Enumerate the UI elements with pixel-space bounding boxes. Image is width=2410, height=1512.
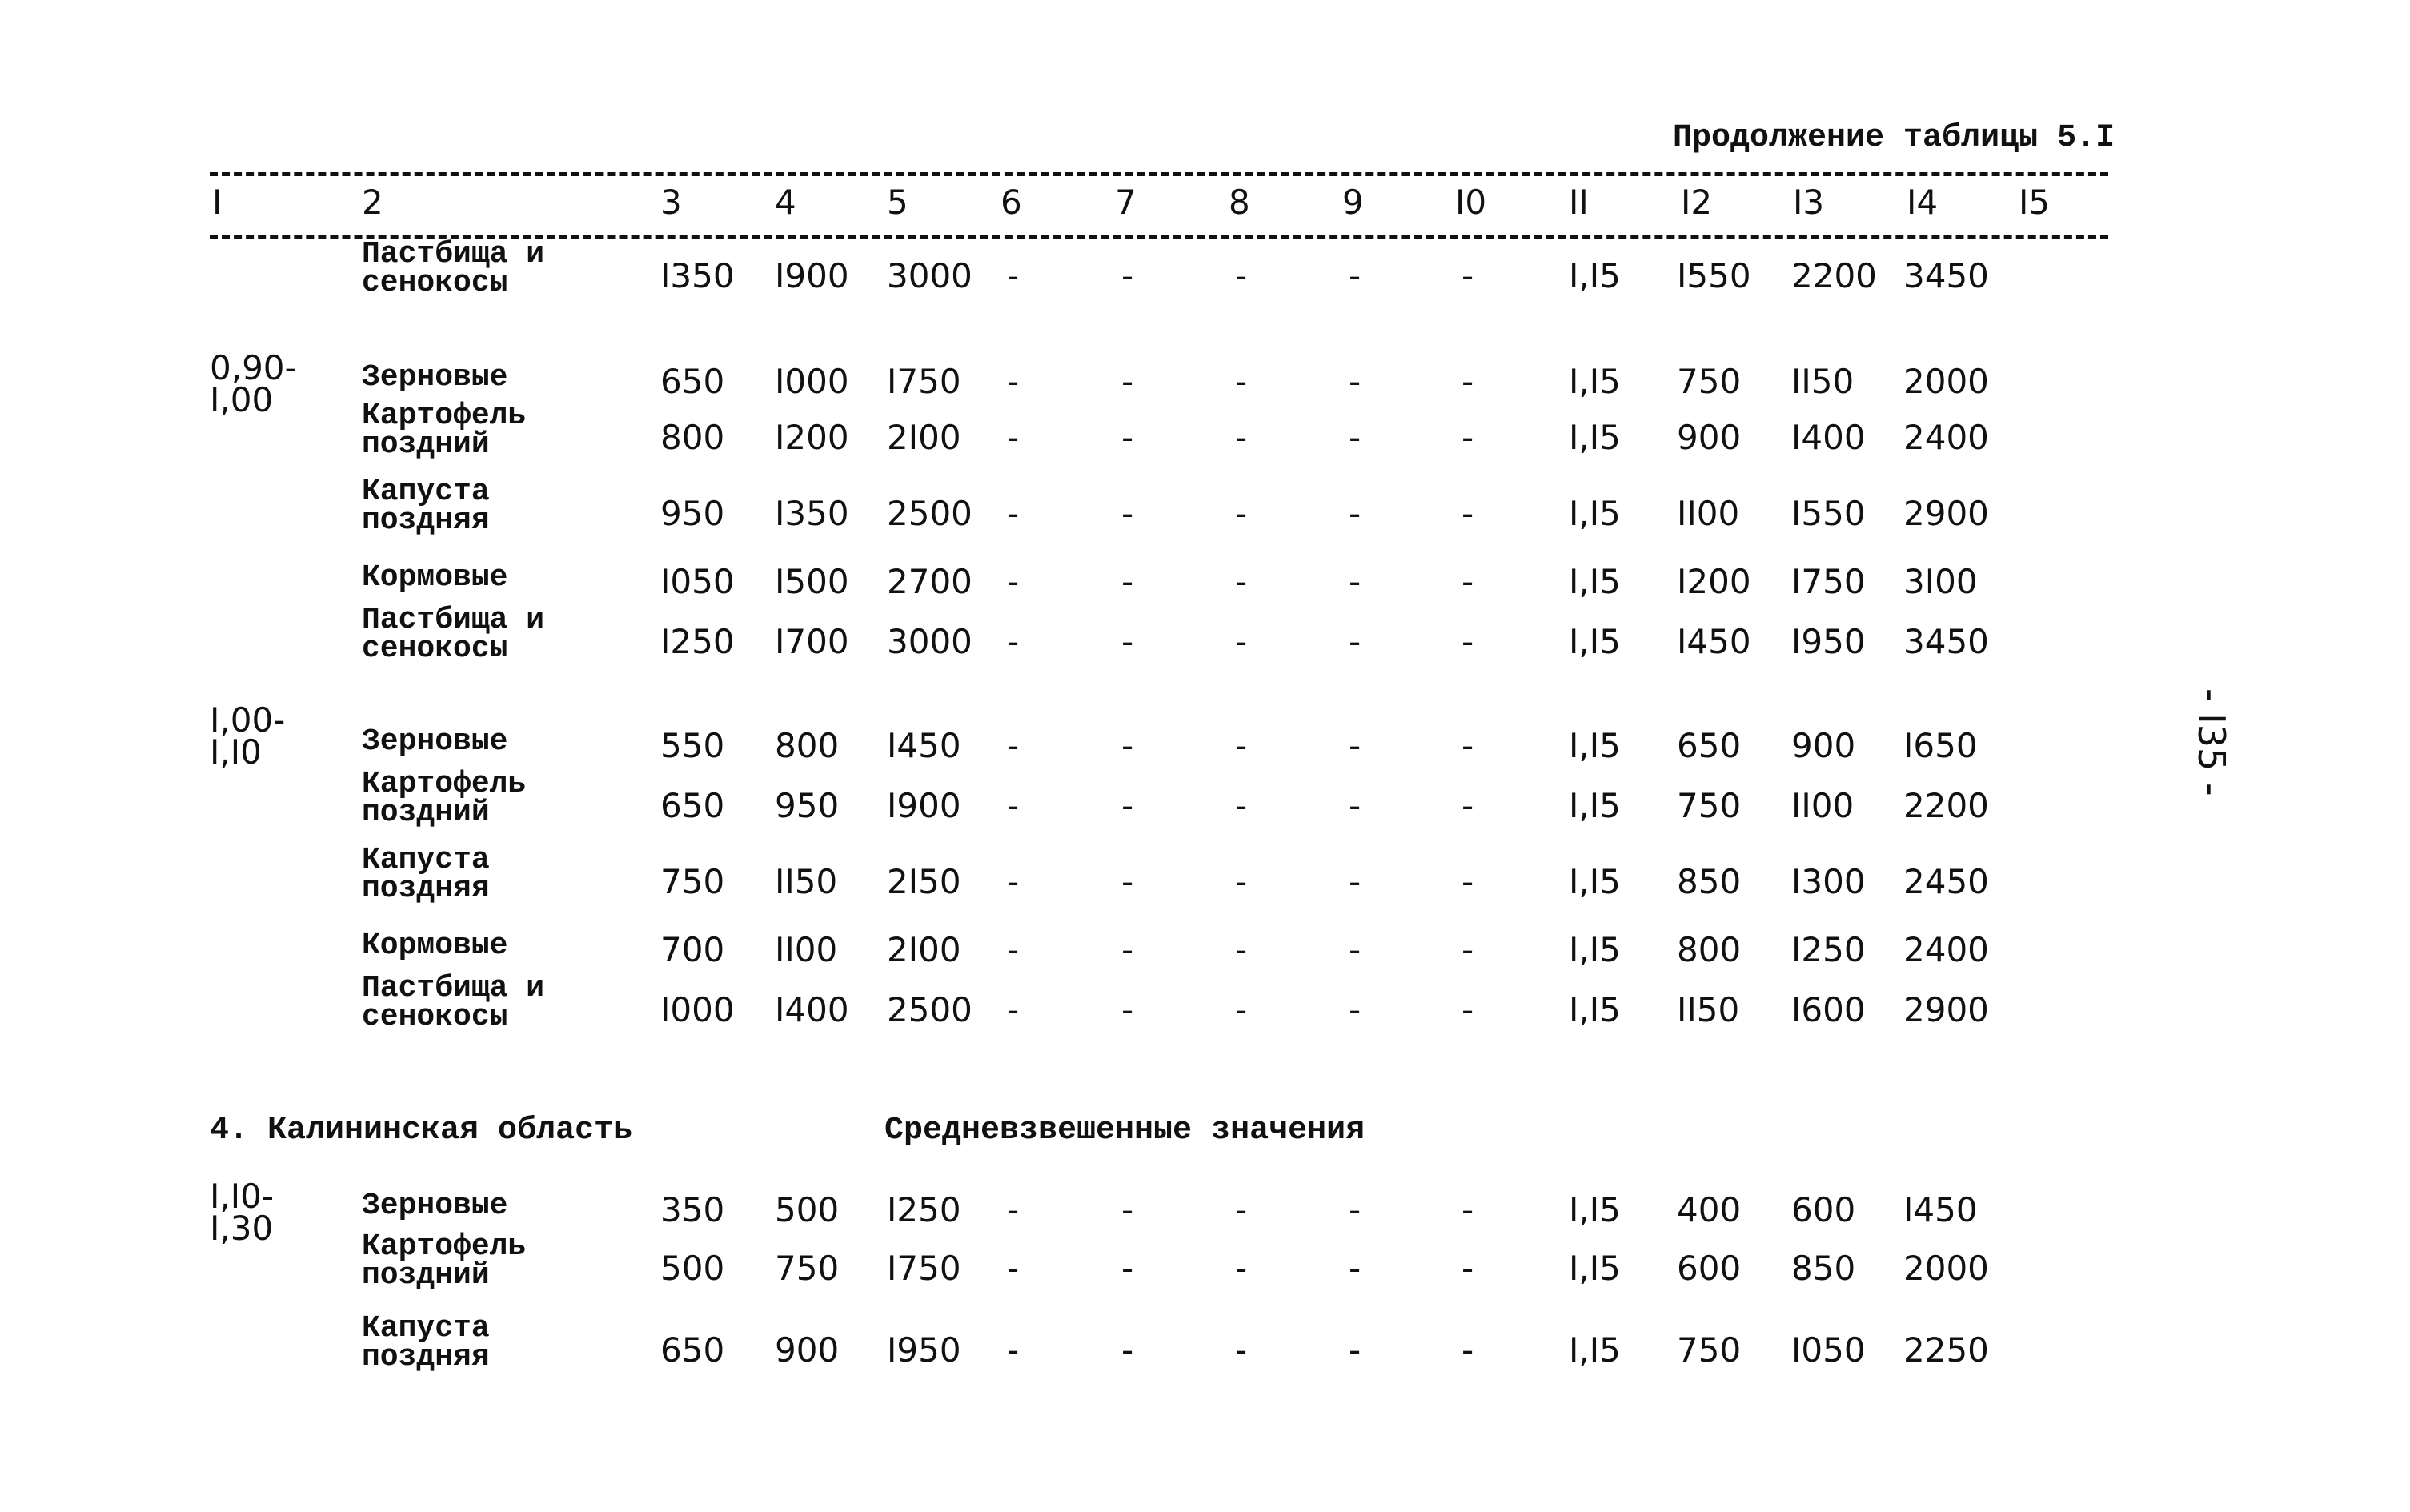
empty-cell: - <box>1462 726 1474 765</box>
value-cell: 950 <box>775 786 840 825</box>
value-cell: 350 <box>660 1190 725 1229</box>
value-cell: I900 <box>775 256 849 295</box>
value-cell: 2000 <box>1903 362 1989 401</box>
empty-cell: - <box>1462 256 1474 295</box>
empty-cell: - <box>1349 930 1361 969</box>
empty-cell: - <box>1121 362 1134 401</box>
value-cell: I000 <box>775 362 849 401</box>
value-cell: 950 <box>660 494 725 533</box>
empty-cell: - <box>1349 562 1361 601</box>
empty-cell: - <box>1349 990 1361 1029</box>
value-cell: I750 <box>887 362 961 401</box>
value-cell: II50 <box>1791 362 1855 401</box>
empty-cell: - <box>1007 930 1020 969</box>
empty-cell: - <box>1121 930 1134 969</box>
empty-cell: - <box>1235 930 1248 969</box>
empty-cell: - <box>1349 362 1361 401</box>
empty-cell: - <box>1349 256 1361 295</box>
value-cell: 2700 <box>887 562 972 601</box>
column-header-5: 5 <box>887 182 908 222</box>
empty-cell: - <box>1007 562 1020 601</box>
value-cell: I200 <box>1677 562 1751 601</box>
value-cell: 3I00 <box>1903 562 1978 601</box>
value-cell: 650 <box>660 1330 725 1370</box>
column-header-3: 3 <box>660 182 682 222</box>
zone-label: I,I0- I,30 <box>210 1177 275 1248</box>
header-rule-top <box>210 172 2108 176</box>
table-row <box>0 843 2410 916</box>
column-header-15: I5 <box>2019 182 2051 222</box>
empty-cell: - <box>1235 1190 1248 1229</box>
empty-cell: - <box>1235 622 1248 661</box>
crop-name: Кормовые <box>362 560 508 595</box>
column-header-13: I3 <box>1793 182 1825 222</box>
value-cell: 3000 <box>887 622 972 661</box>
empty-cell: - <box>1349 786 1361 825</box>
empty-cell: - <box>1121 418 1134 457</box>
value-cell: I050 <box>1791 1330 1866 1370</box>
table-row <box>0 399 2410 472</box>
empty-cell: - <box>1235 562 1248 601</box>
value-cell: 800 <box>775 726 840 765</box>
value-cell: 750 <box>1677 1330 1742 1370</box>
column-header-6: 6 <box>1000 182 1022 222</box>
value-cell: 500 <box>660 1249 725 1288</box>
empty-cell: - <box>1349 1249 1361 1288</box>
empty-cell: - <box>1462 990 1474 1029</box>
empty-cell: - <box>1121 562 1134 601</box>
empty-cell: - <box>1235 1330 1248 1370</box>
value-cell: I,I5 <box>1569 930 1621 969</box>
value-cell: I250 <box>1791 930 1866 969</box>
crop-name: Кормовые <box>362 928 508 963</box>
value-cell: II50 <box>775 862 838 901</box>
value-cell: 400 <box>1677 1190 1742 1229</box>
column-header-7: 7 <box>1115 182 1137 222</box>
value-cell: I000 <box>660 990 735 1029</box>
value-cell: 2450 <box>1903 862 1989 901</box>
value-cell: II00 <box>775 930 838 969</box>
value-cell: 3450 <box>1903 256 1989 295</box>
value-cell: I,I5 <box>1569 726 1621 765</box>
value-cell: 800 <box>660 418 725 457</box>
value-cell: I,I5 <box>1569 862 1621 901</box>
value-cell: 900 <box>1791 726 1856 765</box>
value-cell: 2200 <box>1791 256 1877 295</box>
value-cell: 2900 <box>1903 990 1989 1029</box>
table-row <box>0 767 2410 840</box>
empty-cell: - <box>1462 1330 1474 1370</box>
crop-name: Капуста поздняя <box>362 1311 490 1374</box>
empty-cell: - <box>1349 1190 1361 1229</box>
empty-cell: - <box>1121 786 1134 825</box>
value-cell: 700 <box>660 930 725 969</box>
empty-cell: - <box>1235 362 1248 401</box>
value-cell: I,I5 <box>1569 990 1621 1029</box>
empty-cell: - <box>1462 786 1474 825</box>
value-cell: 2I50 <box>887 862 961 901</box>
column-header-11: II <box>1569 182 1589 222</box>
value-cell: 2400 <box>1903 418 1989 457</box>
value-cell: II00 <box>1791 786 1855 825</box>
value-cell: I450 <box>1677 622 1751 661</box>
crop-name: Пастбища и сенокосы <box>362 971 545 1034</box>
table-row <box>0 603 2410 676</box>
empty-cell: - <box>1462 1249 1474 1288</box>
crop-name: Картофель поздний <box>362 767 527 830</box>
value-cell: I,I5 <box>1569 362 1621 401</box>
value-cell: I,I5 <box>1569 1330 1621 1370</box>
crop-name: Капуста поздняя <box>362 843 490 906</box>
empty-cell: - <box>1007 786 1020 825</box>
empty-cell: - <box>1121 990 1134 1029</box>
value-cell: 600 <box>1677 1249 1742 1288</box>
crop-name: Капуста поздняя <box>362 475 490 538</box>
empty-cell: - <box>1462 494 1474 533</box>
empty-cell: - <box>1007 418 1020 457</box>
empty-cell: - <box>1007 622 1020 661</box>
value-cell: 550 <box>660 726 725 765</box>
empty-cell: - <box>1462 930 1474 969</box>
value-cell: 750 <box>660 862 725 901</box>
empty-cell: - <box>1235 862 1248 901</box>
empty-cell: - <box>1349 726 1361 765</box>
empty-cell: - <box>1462 362 1474 401</box>
crop-name: Картофель поздний <box>362 1229 527 1293</box>
empty-cell: - <box>1235 786 1248 825</box>
value-cell: I350 <box>775 494 849 533</box>
column-header-10: I0 <box>1455 182 1487 222</box>
value-cell: I,I5 <box>1569 1249 1621 1288</box>
empty-cell: - <box>1121 256 1134 295</box>
value-cell: 2400 <box>1903 930 1989 969</box>
column-header-12: I2 <box>1681 182 1713 222</box>
empty-cell: - <box>1235 990 1248 1029</box>
crop-name: Зерновые <box>362 724 508 759</box>
empty-cell: - <box>1007 1249 1020 1288</box>
value-cell: I,I5 <box>1569 622 1621 661</box>
value-cell: 850 <box>1677 862 1742 901</box>
value-cell: I200 <box>775 418 849 457</box>
value-cell: 650 <box>660 362 725 401</box>
empty-cell: - <box>1235 418 1248 457</box>
crop-name: Картофель поздний <box>362 399 527 462</box>
value-cell: 650 <box>660 786 725 825</box>
value-cell: I250 <box>660 622 735 661</box>
empty-cell: - <box>1235 726 1248 765</box>
empty-cell: - <box>1121 862 1134 901</box>
empty-cell: - <box>1007 726 1020 765</box>
value-cell: 750 <box>1677 362 1742 401</box>
value-cell: 2250 <box>1903 1330 1989 1370</box>
zone-label: 0,90- I,00 <box>210 348 297 419</box>
crop-name: Пастбища и сенокосы <box>362 237 545 300</box>
column-header-9: 9 <box>1342 182 1364 222</box>
table-row <box>0 475 2410 548</box>
empty-cell: - <box>1462 562 1474 601</box>
value-cell: I,I5 <box>1569 786 1621 825</box>
column-header-1: I <box>212 182 223 222</box>
empty-cell: - <box>1121 1330 1134 1370</box>
zone-label: I,00- I,I0 <box>210 700 286 772</box>
value-cell: 2500 <box>887 494 972 533</box>
empty-cell: - <box>1007 1190 1020 1229</box>
value-cell: I400 <box>775 990 849 1029</box>
table-row <box>0 1229 2410 1303</box>
value-cell: 500 <box>775 1190 840 1229</box>
value-cell: 3450 <box>1903 622 1989 661</box>
value-cell: II50 <box>1677 990 1740 1029</box>
value-cell: I,I5 <box>1569 494 1621 533</box>
empty-cell: - <box>1007 862 1020 901</box>
value-cell: I650 <box>1903 726 1978 765</box>
value-cell: I550 <box>1677 256 1751 295</box>
value-cell: I750 <box>1791 562 1866 601</box>
empty-cell: - <box>1349 418 1361 457</box>
table-row <box>0 971 2410 1045</box>
value-cell: 2900 <box>1903 494 1989 533</box>
table-row <box>0 237 2410 311</box>
value-cell: 2200 <box>1903 786 1989 825</box>
empty-cell: - <box>1007 362 1020 401</box>
region-title: 4. Калининская область <box>210 1113 633 1149</box>
value-cell: I600 <box>1791 990 1866 1029</box>
empty-cell: - <box>1007 494 1020 533</box>
value-cell: I,I5 <box>1569 1190 1621 1229</box>
column-header-14: I4 <box>1907 182 1939 222</box>
value-cell: 900 <box>775 1330 840 1370</box>
crop-name: Пастбища и сенокосы <box>362 603 545 666</box>
empty-cell: - <box>1349 862 1361 901</box>
empty-cell: - <box>1007 1330 1020 1370</box>
value-cell: 650 <box>1677 726 1742 765</box>
value-cell: I450 <box>887 726 961 765</box>
empty-cell: - <box>1462 1190 1474 1229</box>
empty-cell: - <box>1121 1190 1134 1229</box>
region-note: Средневзвешенные значения <box>884 1113 1365 1149</box>
table-caption: Продолжение таблицы 5.I <box>1673 120 2115 156</box>
empty-cell: - <box>1007 256 1020 295</box>
empty-cell: - <box>1462 622 1474 661</box>
column-header-2: 2 <box>362 182 383 222</box>
value-cell: I950 <box>1791 622 1866 661</box>
empty-cell: - <box>1349 1330 1361 1370</box>
value-cell: 800 <box>1677 930 1742 969</box>
empty-cell: - <box>1121 622 1134 661</box>
value-cell: I250 <box>887 1190 961 1229</box>
column-header-8: 8 <box>1229 182 1250 222</box>
empty-cell: - <box>1235 1249 1248 1288</box>
value-cell: I350 <box>660 256 735 295</box>
value-cell: 900 <box>1677 418 1742 457</box>
value-cell: I450 <box>1903 1190 1978 1229</box>
value-cell: I050 <box>660 562 735 601</box>
value-cell: 600 <box>1791 1190 1856 1229</box>
empty-cell: - <box>1235 494 1248 533</box>
empty-cell: - <box>1462 418 1474 457</box>
empty-cell: - <box>1462 862 1474 901</box>
empty-cell: - <box>1235 256 1248 295</box>
value-cell: 750 <box>775 1249 840 1288</box>
empty-cell: - <box>1007 990 1020 1029</box>
empty-cell: - <box>1121 726 1134 765</box>
value-cell: 2I00 <box>887 930 961 969</box>
empty-cell: - <box>1121 1249 1134 1288</box>
value-cell: I700 <box>775 622 849 661</box>
table-row <box>0 1311 2410 1385</box>
value-cell: I,I5 <box>1569 562 1621 601</box>
value-cell: 750 <box>1677 786 1742 825</box>
column-header-4: 4 <box>775 182 796 222</box>
value-cell: I,I5 <box>1569 256 1621 295</box>
value-cell: I500 <box>775 562 849 601</box>
empty-cell: - <box>1121 494 1134 533</box>
page-number: - I35 - <box>2190 688 2233 796</box>
value-cell: 3000 <box>887 256 972 295</box>
value-cell: 850 <box>1791 1249 1856 1288</box>
value-cell: I300 <box>1791 862 1866 901</box>
value-cell: 2500 <box>887 990 972 1029</box>
value-cell: 2I00 <box>887 418 961 457</box>
empty-cell: - <box>1349 622 1361 661</box>
value-cell: 2000 <box>1903 1249 1989 1288</box>
crop-name: Зерновые <box>362 360 508 395</box>
value-cell: I,I5 <box>1569 418 1621 457</box>
empty-cell: - <box>1349 494 1361 533</box>
value-cell: I400 <box>1791 418 1866 457</box>
value-cell: I950 <box>887 1330 961 1370</box>
value-cell: I550 <box>1791 494 1866 533</box>
value-cell: I750 <box>887 1249 961 1288</box>
value-cell: II00 <box>1677 494 1740 533</box>
crop-name: Зерновые <box>362 1189 508 1223</box>
value-cell: I900 <box>887 786 961 825</box>
